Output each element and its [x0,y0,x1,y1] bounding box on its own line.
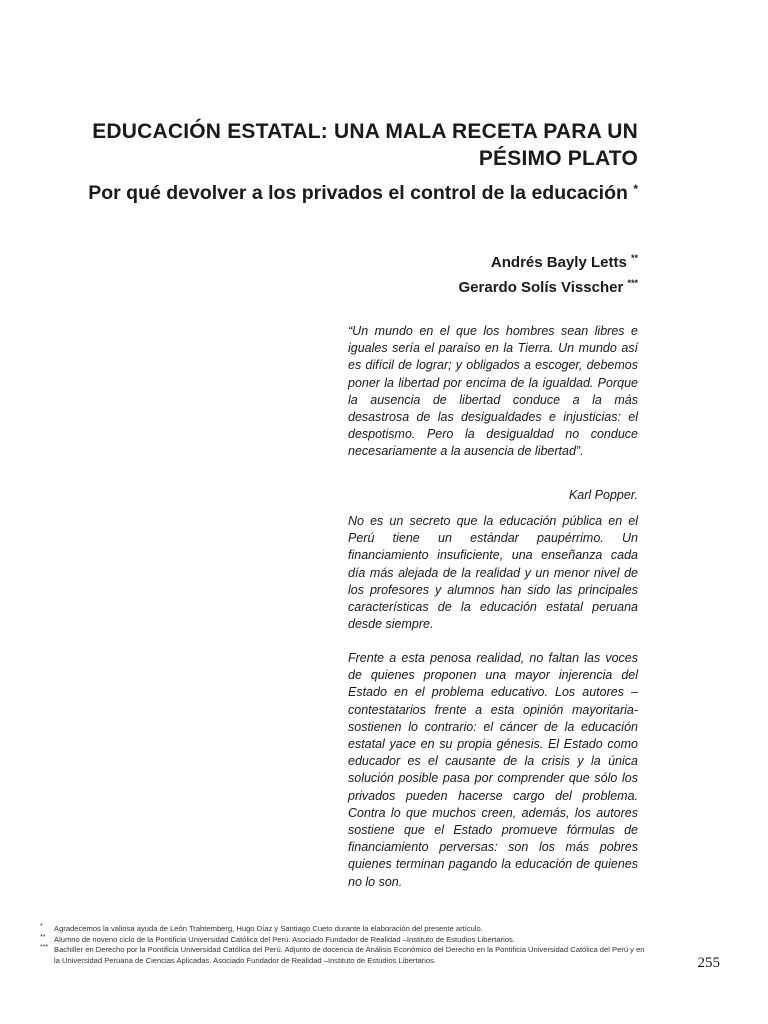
article-title: EDUCACIÓN ESTATAL: UNA MALA RECETA PARA UN PÉSIMO PLATO [92,120,638,170]
footnote [40,935,650,946]
author-footnote-mark: ** [630,253,638,263]
footnote-text: Agradecemos la valiosa ayuda de León Trahtemberg, Hugo Díaz y Santiago Cueto durante la elaboración del presente artículo. [54,924,483,933]
subtitle-text: Por qué devolver a los privados el control de la educación [88,182,628,204]
footnote-mark: ** [40,933,46,941]
page-number: 255 [697,955,720,971]
footnote-mark: * [40,923,43,930]
epigraph-attribution: Karl Popper. [568,488,638,502]
author-name: Gerardo Solís Visscher [458,279,624,296]
epigraph-quote: “Un mundo en el que los hombres sean libres e iguales sería el paraíso en la Tierra. Un mundo así es difícil de lograr; y obligados a escoger, debemos poner la libertad por encima de la igualdad. Porque la ausencia de libertad conduce a la más desastrosa de las desigualdades e injusticias: el despotismo. Pero la desigualdad no conduce necesariamente a la ausencia de libertad”. [348,324,638,459]
footnote-text: Bachiller en Derecho por la Pontificia Universidad Católica del Perú. Adjunto de docencia de Análisis Económico del Derecho en la Pontificia Universidad Católica del Perú y en la Universidad Peruana de Ciencias Aplicadas. Asociado Fundador de Realidad –Instituto de Estudios Libertarios. [54,945,645,965]
article-subtitle [78,176,638,207]
author-line [238,273,638,298]
subtitle-footnote-mark: * [633,182,638,196]
footnote-text: Alumno de noveno ciclo de la Pontificia Universidad Católica del Perú. Asociado Fundador de Realidad –Instituto de Estudios Libertarios. [54,934,515,944]
footnote [40,924,650,935]
footnotes [40,924,650,966]
footnote [40,945,650,966]
author-line [238,248,638,273]
footnote-mark: *** [40,944,49,952]
abstract-paragraph: No es un secreto que la educación pública en el Perú tiene un estándar paupérrimo. Un financiamiento insuficiente, una enseñanza cada día más alejada de la realidad y un menor nivel de los profesores y alumnos han sido las principales características de la educación estatal peruana desde siempre. [348,514,638,632]
author-list [238,248,638,298]
author-name: Andrés Bayly Letts [490,254,627,271]
author-footnote-mark: *** [627,278,638,288]
abstract-paragraph: Frente a esta penosa realidad, no faltan las voces de quienes proponen una mayor injerencia del Estado en el problema educativo. Los autores –contestatarios frente a esta opinión mayoritaria- sostienen lo contrario: el cáncer de la educación estatal yace en su propia génesis. El Estado como educador es el causante de la crisis y la única solución posible pasa por comprender que sólo los privados pueden hacerse cargo del problema. Contra lo que muchos creen, además, los autores sostiene que el Estado promueve fórmulas de financiamiento perversas: son los más pobres quienes terminan pagando la educación de quienes no lo son. [348,651,638,889]
